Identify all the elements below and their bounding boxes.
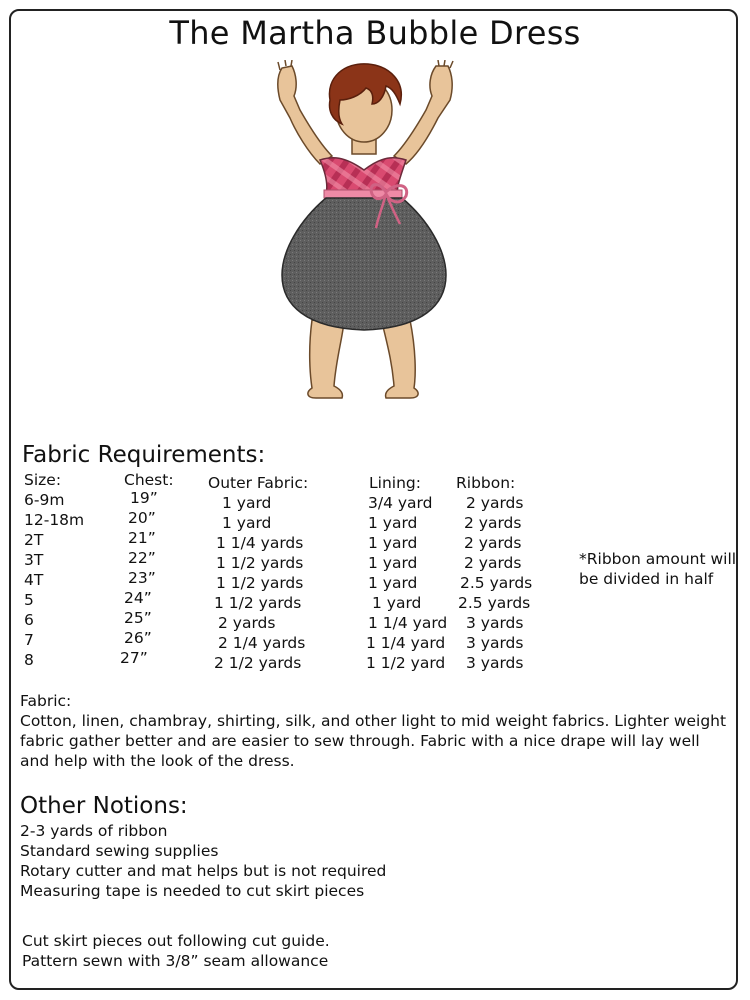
row-ribbon: 2 yards [464, 554, 522, 572]
row-size: 8 [24, 651, 34, 669]
row-outer: 2 1/4 yards [218, 634, 306, 652]
row-ribbon: 2.5 yards [458, 594, 531, 612]
row-chest: 21” [128, 529, 156, 547]
row-ribbon: 3 yards [466, 614, 524, 632]
ribbon-note: *Ribbon amount will be divided in half [579, 550, 737, 588]
dress-illustration [260, 60, 470, 405]
row-lining: 3/4 yard [368, 494, 433, 512]
notions-list [20, 821, 732, 901]
header-outer-fabric: Outer Fabric: [208, 474, 309, 492]
row-lining: 1 yard [372, 594, 422, 612]
footer-line: Pattern sewn with 3/8” seam allowance [22, 952, 329, 970]
row-size: 6 [24, 611, 34, 629]
fabric-text: Cotton, linen, chambray, shirting, silk, and other light to mid weight fabrics. Lighter weight fabric gather better and are easier to sew through. Fabric with a nice drape will lay well and help with the look of the dress. [20, 712, 727, 770]
row-chest: 25” [124, 609, 152, 627]
header-size: Size: [24, 471, 62, 489]
notion-item: Measuring tape is needed to cut skirt pieces [20, 882, 365, 900]
footer-notes [22, 931, 734, 971]
row-ribbon: 2 yards [464, 514, 522, 532]
row-outer: 1 1/2 yards [216, 574, 304, 592]
notion-item: 2-3 yards of ribbon [20, 822, 168, 840]
row-lining: 1 yard [368, 534, 418, 552]
row-ribbon: 2.5 yards [460, 574, 533, 592]
row-ribbon: 3 yards [466, 654, 524, 672]
fabric-section [20, 691, 732, 771]
page-title: The Martha Bubble Dress [169, 14, 581, 52]
row-outer: 1 yard [222, 514, 272, 532]
row-lining: 1 1/2 yard [366, 654, 446, 672]
row-outer: 1 yard [222, 494, 272, 512]
notion-item: Rotary cutter and mat helps but is not required [20, 862, 387, 880]
row-ribbon: 2 yards [464, 534, 522, 552]
row-size: 5 [24, 591, 34, 609]
footer-line: Cut skirt pieces out following cut guide. [22, 932, 330, 950]
row-size: 12-18m [24, 511, 85, 529]
fabric-label: Fabric: [20, 692, 72, 710]
row-ribbon: 3 yards [466, 634, 524, 652]
notion-item: Standard sewing supplies [20, 842, 219, 860]
row-size: 4T [24, 571, 44, 589]
row-outer: 2 yards [218, 614, 276, 632]
fabric-requirements-heading: Fabric Requirements: [22, 442, 266, 468]
row-size: 2T [24, 531, 44, 549]
header-ribbon: Ribbon: [456, 474, 516, 492]
other-notions-heading: Other Notions: [20, 793, 188, 819]
row-lining: 1 yard [368, 554, 418, 572]
row-lining: 1 yard [368, 574, 418, 592]
row-outer: 1 1/4 yards [216, 534, 304, 552]
row-chest: 24” [124, 589, 152, 607]
row-chest: 27” [120, 649, 148, 667]
row-lining: 1 1/4 yard [368, 614, 448, 632]
row-size: 7 [24, 631, 34, 649]
row-chest: 20” [128, 509, 156, 527]
row-size: 6-9m [24, 491, 65, 509]
row-ribbon: 2 yards [466, 494, 524, 512]
header-lining: Lining: [369, 474, 421, 492]
row-lining: 1 yard [368, 514, 418, 532]
row-chest: 22” [128, 549, 156, 567]
row-outer: 2 1/2 yards [214, 654, 302, 672]
row-size: 3T [24, 551, 44, 569]
row-chest: 26” [124, 629, 152, 647]
header-chest: Chest: [124, 471, 174, 489]
row-chest: 19” [130, 489, 158, 507]
row-outer: 1 1/2 yards [214, 594, 302, 612]
row-chest: 23” [128, 569, 156, 587]
row-outer: 1 1/2 yards [216, 554, 304, 572]
row-lining: 1 1/4 yard [366, 634, 446, 652]
